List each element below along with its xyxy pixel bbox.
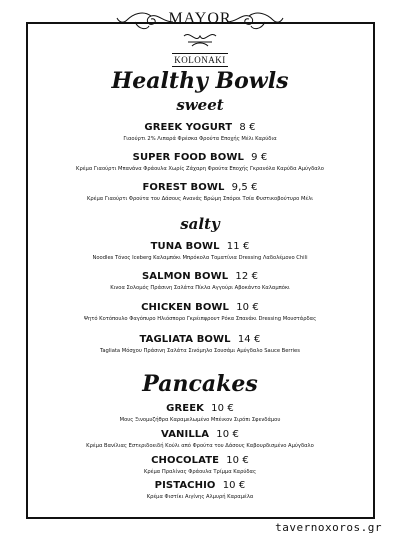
- subsection-title-salty: salty: [180, 215, 220, 233]
- logo-rule-bottom: [172, 66, 228, 67]
- menu-item: [0, 270, 400, 292]
- item-name: PISTACHIO: [154, 480, 216, 491]
- menu-item: [0, 121, 400, 143]
- menu-item: [0, 301, 400, 323]
- item-price: 10 €: [211, 403, 234, 414]
- item-description: Noodles Τόνος Iceberg Καλαμπόκι Μπρόκολα Τοματίνια Dressing Λαδολέμονο Chili: [92, 255, 308, 261]
- item-description: Κινοα Σολομός Πράσινη Σαλάτα Πίκλα Αγγούρι Αβοκάντο Καλαμπόκι: [110, 285, 290, 291]
- item-price: 12 €: [235, 271, 259, 282]
- item-name: GREEK: [166, 403, 204, 414]
- item-description: Κρέμα Βανίλιας Εστεριδοειδή Κούλι από Φρούτα του Δάσους Καβουρδισμένο Αμύγδαλο: [86, 443, 314, 449]
- menu-item: [0, 428, 400, 450]
- section-title-pancakes: Pancakes: [142, 371, 258, 397]
- item-description: Γιαούρτι 2% Λιπαρά Φρέσκα Φρούτα Εποχής Μέλι Καρύδια: [123, 136, 277, 142]
- item-description: Ψητό Κοτόπουλο Φαγόπυρο Ηλιόσπορο Γκρέιπφρουτ Ρόκα Σπανάκι Dressing Μουστάρδας: [83, 316, 317, 322]
- item-description: Κρέμα Φιστίκι Αιγίνης Αλμυρή Καραμέλα: [146, 494, 254, 500]
- item-price: 10 €: [236, 302, 259, 313]
- logo: [0, 0, 400, 70]
- item-name: FOREST BOWL: [142, 182, 225, 193]
- logo-rule-top: [172, 53, 228, 54]
- brand-location: KOLONAKI: [174, 55, 226, 65]
- menu-item: [0, 333, 400, 355]
- item-description: Κρέμα Πραλίνας Φράουλα Τρίμμα Καρύδας: [143, 469, 257, 475]
- menu-item: [0, 479, 400, 501]
- item-price: 8 €: [239, 122, 256, 133]
- brand-name: MAYOR: [168, 10, 232, 27]
- item-name: TAGLIATA BOWL: [139, 334, 231, 345]
- item-name: CHICKEN BOWL: [141, 302, 230, 313]
- section-title-healthy-bowls: Healthy Bowls: [111, 68, 289, 94]
- menu-item: [0, 151, 400, 173]
- menu-item: [0, 181, 400, 203]
- item-price: 10 €: [222, 480, 246, 491]
- item-price: 9 €: [251, 152, 268, 163]
- menu-item: [0, 402, 400, 424]
- menu-item: [0, 240, 400, 262]
- item-name: SUPER FOOD BOWL: [132, 152, 244, 163]
- item-price: 10 €: [216, 429, 239, 440]
- item-price: 9,5 €: [231, 182, 258, 193]
- item-description: Κρέμα Γιαούρτι Μπανάνα Φράουλα Χωρίς Ζάχαρη Φρούτα Εποχής Γκρανόλα Καρύδα Αμύγδαλο: [76, 166, 324, 172]
- subsection-title-sweet: sweet: [176, 96, 224, 114]
- menu-item: [0, 454, 400, 476]
- item-description: Κρέμα Γιαούρτι Φρούτα του Δάσους Ανανάς Βρώμη Σπόροι Τσία Φυστικοβούτυρο Μέλι: [86, 196, 314, 202]
- item-name: VANILLA: [161, 429, 210, 440]
- item-price: 14 €: [237, 334, 261, 345]
- item-name: TUNA BOWL: [150, 241, 220, 252]
- item-name: CHOCOLATE: [151, 455, 220, 466]
- item-description: Tagliata Μόσχου Πράσινη Σαλάτα Σινόμηλο Σουσάμι Αμύγδαλο Sauce Berries: [100, 348, 300, 354]
- crown-flourish-icon: [180, 30, 220, 50]
- item-name: SALMON BOWL: [141, 271, 229, 282]
- item-price: 10 €: [226, 455, 249, 466]
- item-price: 11 €: [226, 241, 250, 252]
- watermark: tavernoxoros.gr: [275, 521, 382, 534]
- item-name: GREEK YOGURT: [144, 122, 233, 133]
- item-description: Μους Ξινομυζήθρα Καραμελωμένο Μπέικον Σιρόπι Σφενδάμου: [119, 417, 281, 423]
